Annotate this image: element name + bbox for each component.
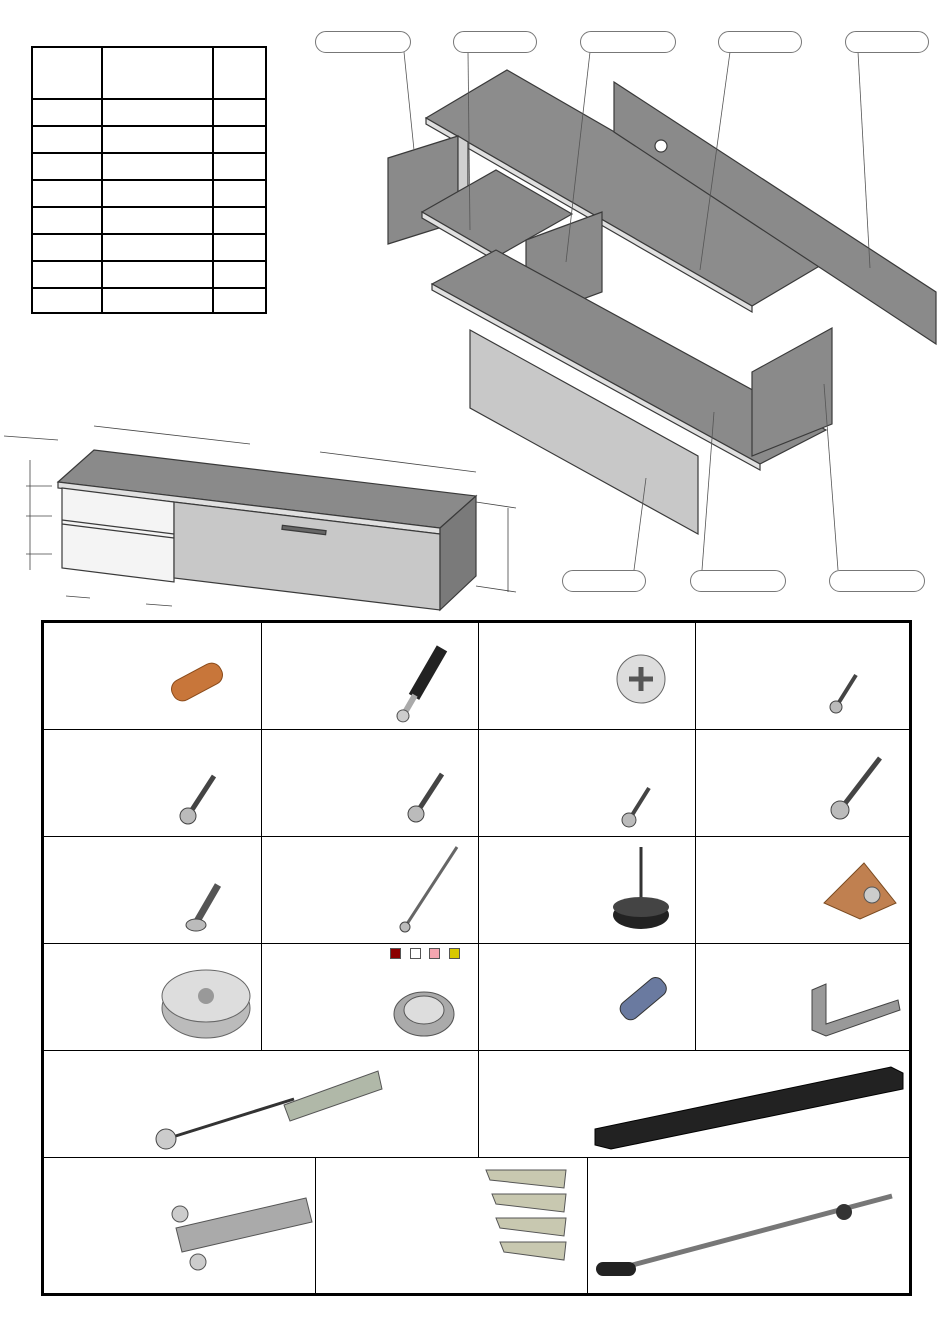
screw-icon <box>174 768 224 830</box>
cam-lock-icon <box>609 647 679 717</box>
hardware-cell <box>262 837 479 944</box>
right-side-panel <box>752 328 832 456</box>
corner-bracket-icon <box>820 857 904 927</box>
hardware-cell <box>696 730 909 837</box>
handle-profile-icon <box>591 1057 909 1153</box>
callout-bubble <box>829 570 925 592</box>
hardware-cell <box>316 1158 588 1293</box>
color-swatch-yellow <box>449 948 460 959</box>
hardware-cell <box>479 944 696 1051</box>
hardware-cell <box>44 944 262 1051</box>
nail-icon <box>397 843 467 937</box>
callout-bubble <box>580 31 676 53</box>
small-screw-icon <box>826 667 866 717</box>
cam-bolt-icon <box>382 637 462 729</box>
hardware-cell <box>44 837 262 944</box>
wedge-shims-icon <box>484 1160 580 1266</box>
hardware-cell <box>588 1158 909 1293</box>
hardware-cell <box>44 730 262 837</box>
callout-bubble <box>845 31 929 53</box>
screw-icon <box>402 766 452 828</box>
hardware-cell <box>479 1051 909 1158</box>
cable-hole <box>655 140 667 152</box>
hardware-cell <box>262 623 479 730</box>
shelf-pin-icon <box>609 968 679 1028</box>
cap-wheel-icon <box>156 958 260 1044</box>
hardware-grid <box>41 620 912 1296</box>
color-swatch-dark-red <box>390 948 401 959</box>
color-swatch-pink <box>429 948 440 959</box>
machine-bolt-icon <box>184 877 234 937</box>
hardware-cell <box>696 944 909 1051</box>
assembled-unit-diagram <box>0 410 530 620</box>
open-compartment <box>62 488 174 582</box>
long-screw-icon <box>826 752 886 822</box>
wall-anchor-icon <box>154 1059 384 1155</box>
hardware-cell <box>262 730 479 837</box>
screw-icon <box>619 780 659 830</box>
wooden-dowel-icon <box>164 653 234 713</box>
hardware-cell <box>44 1158 316 1293</box>
hardware-cell <box>479 837 696 944</box>
hardware-cell <box>44 1051 479 1158</box>
hardware-cell <box>479 730 696 837</box>
hardware-cell <box>696 837 909 944</box>
glide-foot-icon <box>609 843 679 937</box>
callout-bubble <box>718 31 802 53</box>
callout-bubble <box>562 570 646 592</box>
color-swatch-white <box>410 948 421 959</box>
callout-bubble <box>690 570 786 592</box>
hardware-cell <box>44 623 262 730</box>
hinge-icon <box>156 1178 316 1274</box>
callout-bubble <box>453 31 537 53</box>
cover-cap-icon <box>390 970 460 1042</box>
lid-stay-icon <box>592 1188 906 1288</box>
angle-bracket-icon <box>808 980 904 1040</box>
hardware-cell <box>479 623 696 730</box>
callout-bubble <box>315 31 411 53</box>
hardware-cell <box>696 623 909 730</box>
hardware-cell <box>262 944 479 1051</box>
